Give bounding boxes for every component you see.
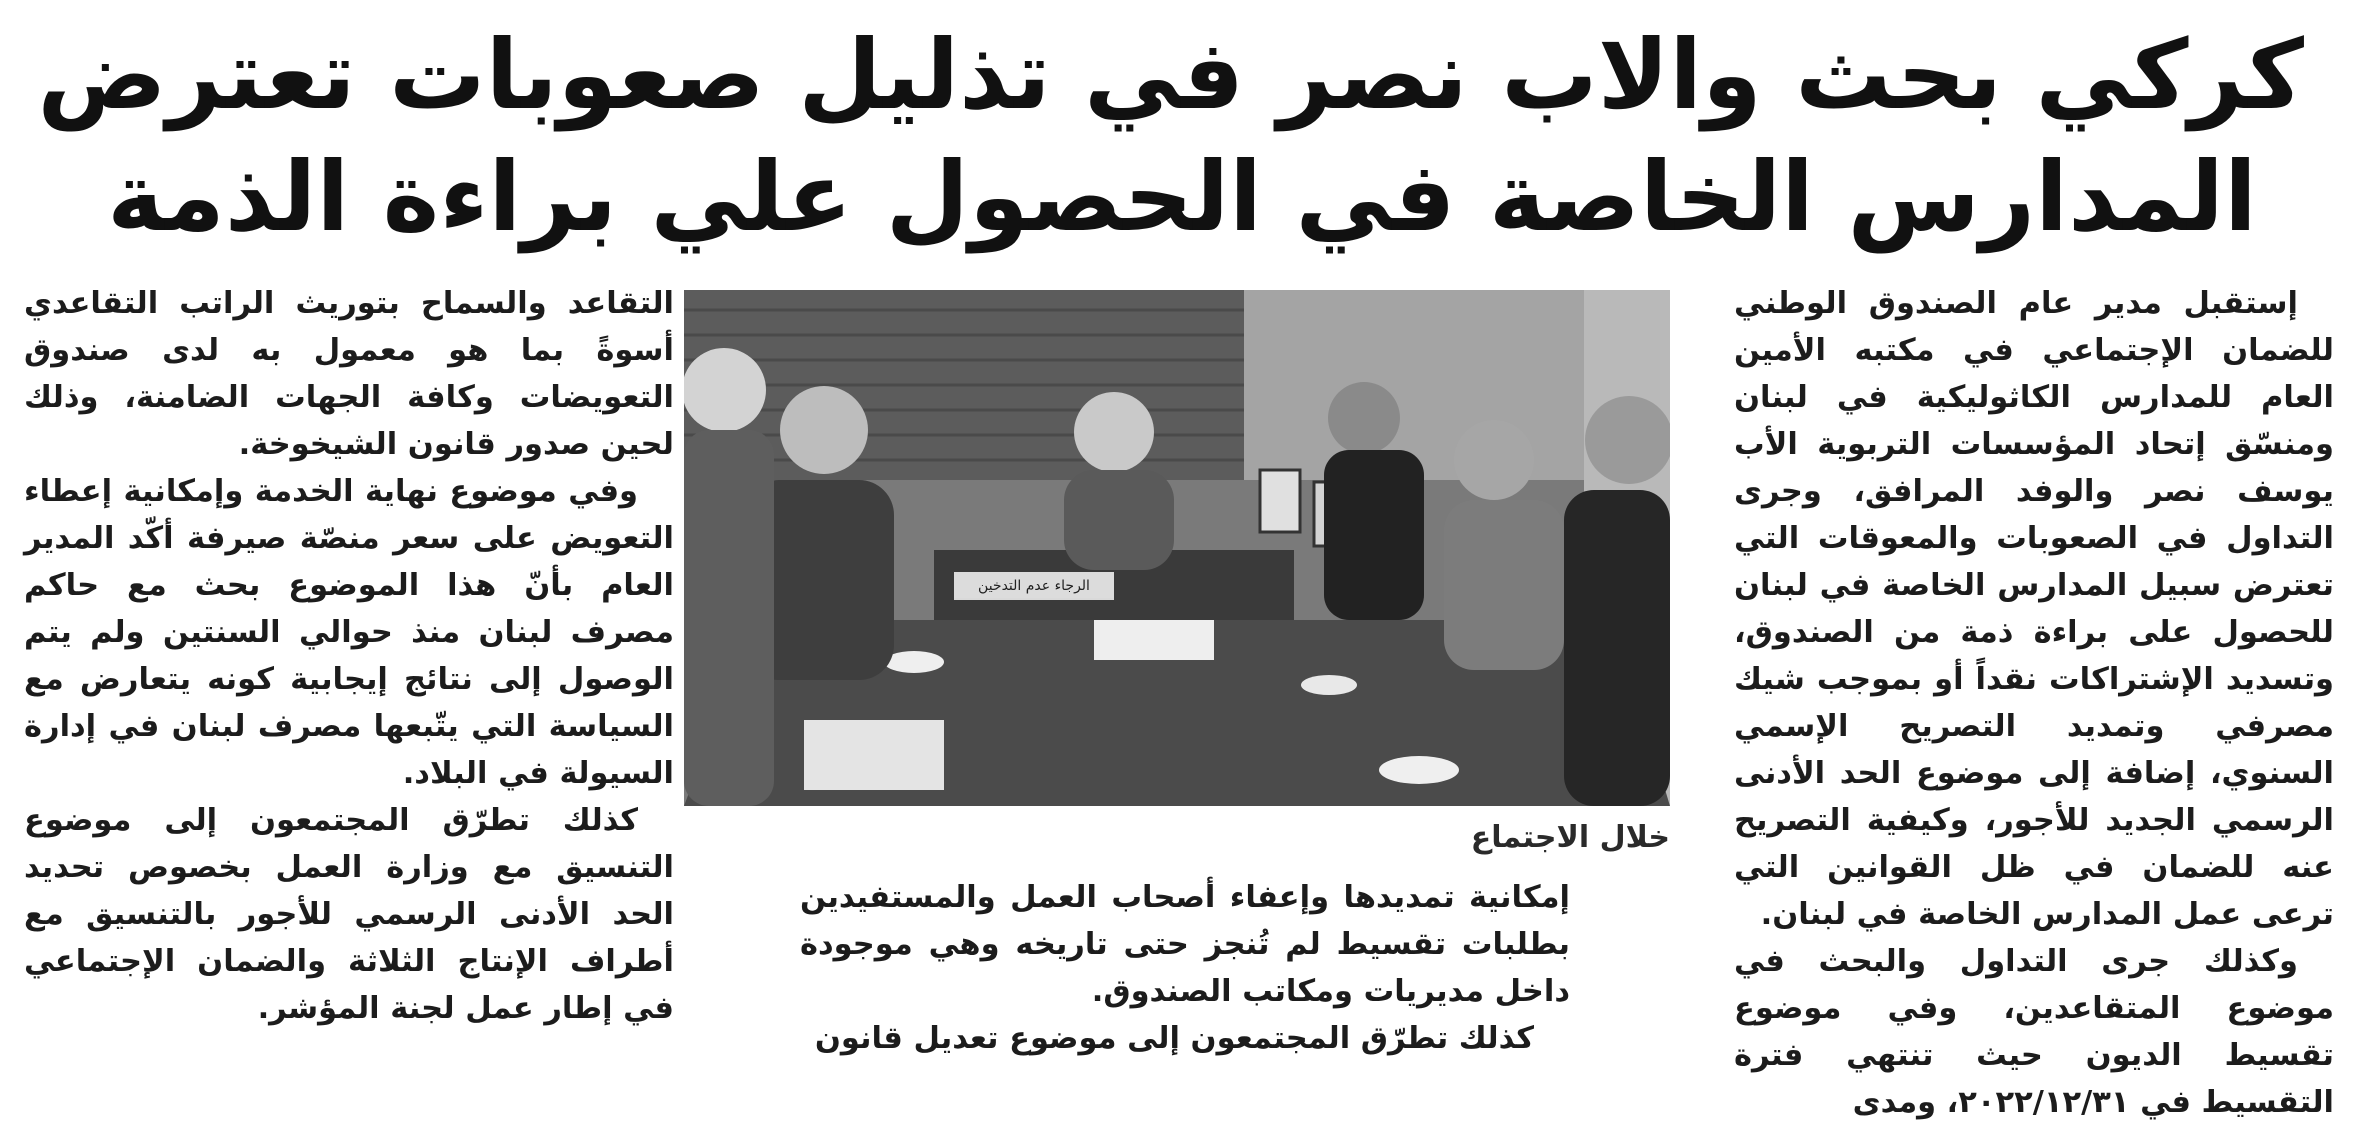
paragraph: وكذلك جرى التداول والبحث في موضوع المتقاعدين، وفي موضوع تقسيط الديون حيث تنتهي فترة التقسيط في ٢٠٢٢/١٢/٣١، ومدى bbox=[1734, 944, 2334, 1120]
paragraph: كذلك تطرّق المجتمعون إلى موضوع تعديل قانون bbox=[814, 1021, 1534, 1056]
paragraph: إمكانية تمديدها وإعفاء أصحاب العمل والمستفيدين بطلبات تقسيط لم تُنجز حتى تاريخه وهي موجودة داخل مديريات ومكاتب الصندوق. bbox=[800, 880, 1570, 1009]
article-column-left bbox=[24, 280, 674, 1032]
paragraph: كذلك تطرّق المجتمعون إلى موضوع التنسيق مع وزارة العمل بخصوص تحديد الحد الأدنى الرسمي للأجور بالتنسيق مع أطراف الإنتاج الثلاثة والضمان الإجتماعي في إطار عمل لجنة المؤشر. bbox=[24, 803, 674, 1026]
photo-caption: خلال الاجتماع bbox=[1470, 820, 1670, 855]
meeting-photo bbox=[684, 290, 1670, 806]
headline-line-1: كركي بحث والاب نصر في تذليل صعوبات تعترض bbox=[37, 19, 2304, 131]
article-column-middle bbox=[800, 874, 1570, 1062]
meeting-photo-illustration bbox=[684, 290, 1670, 806]
paragraph: إستقبل مدير عام الصندوق الوطني للضمان الإجتماعي في مكتبه الأمين العام للمدارس الكاثوليكية في لبنان ومنسّق إتحاد المؤسسات التربوية الأب يوسف نصر والوفد المرافق، وجرى التداول في الصعوبات والمعوقات التي تعترض سبيل المدارس الخاصة في لبنان للحصول على براءة ذمة من الصندوق، وتسديد الإشتراكات نقداً أو بموجب شيك مصرفي وتمديد التصريح الإسمي السنوي، إضافة إلى موضوع الحد الأدنى الرسمي الجديد للأجور، وكيفية التصريح عنه للضمان في ظل القوانين التي ترعى عمل المدارس الخاصة في لبنان. bbox=[1734, 286, 2334, 932]
paragraph: وفي موضوع نهاية الخدمة وإمكانية إعطاء التعويض على سعر منصّة صيرفة أكّد المدير العام بأنّ هذا الموضوع بحث مع حاكم مصرف لبنان منذ حوالي السنتين ولم يتم الوصول إلى نتائج إيجابية كونه يتعارض مع السياسة التي يتّبعها مصرف لبنان في إدارة السيولة في البلاد. bbox=[24, 474, 674, 791]
headline-line-2: المدارس الخاصة في الحصول علي براءة الذمة bbox=[107, 141, 2257, 253]
article-column-right bbox=[1734, 280, 2334, 1126]
nameplate-text: الرجاء عدم التدخين bbox=[978, 578, 1090, 594]
paragraph: التقاعد والسماح بتوريث الراتب التقاعدي أسوةً بما هو معمول به لدى صندوق التعويضات وكافة الجهات الضامنة، وذلك لحين صدور قانون الشيخوخة. bbox=[24, 286, 674, 462]
headline bbox=[37, 14, 2304, 258]
